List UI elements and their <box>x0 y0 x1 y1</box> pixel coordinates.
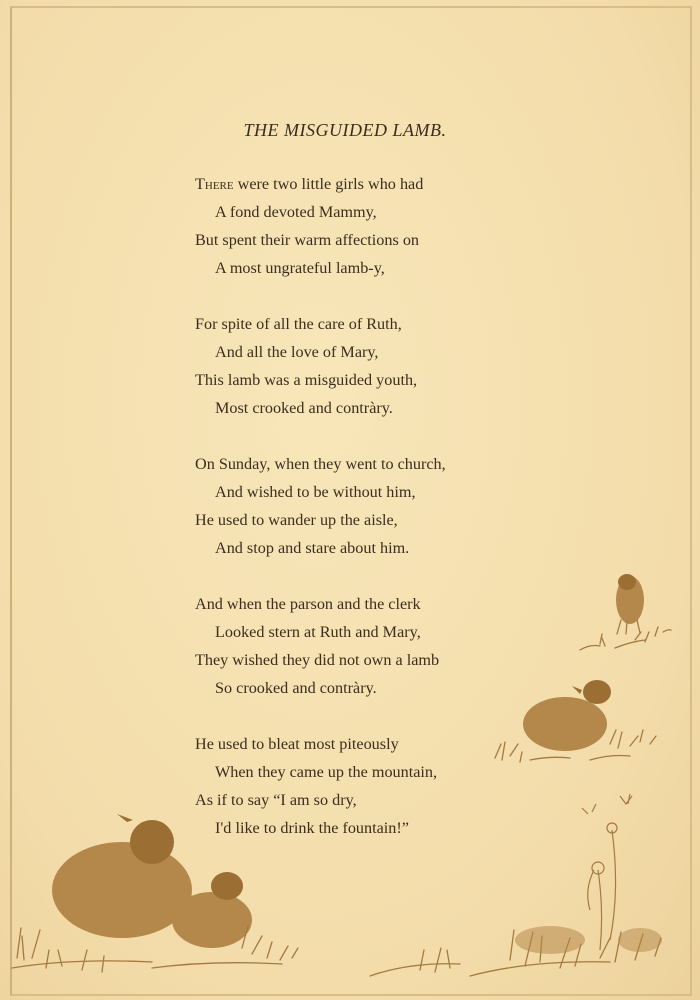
stanza-3 <box>195 450 525 562</box>
wildflowers-grass-illustration <box>360 790 670 980</box>
flower-bud <box>620 794 632 804</box>
poem-title: THE MISGUIDED LAMB. <box>243 120 447 140</box>
sheep-ear <box>117 814 133 822</box>
poem-line: He used to bleat most piteously <box>195 735 399 753</box>
sheep-head-small <box>211 872 243 900</box>
stanza-1 <box>195 170 525 282</box>
stanza-4 <box>195 590 525 702</box>
poem-line: They wished they did not own a lamb <box>195 651 440 669</box>
standing-lamb-illustration <box>575 562 675 657</box>
poem-line: On Sunday, when they went to church, <box>195 455 446 473</box>
poem-line: But spent their warm affections on <box>195 231 420 249</box>
sheep-body-large <box>52 842 192 938</box>
poem-line: For spite of all the care of Ruth, <box>195 315 402 333</box>
foliage-shading <box>515 926 585 954</box>
poem-line: So crooked and contràry. <box>215 679 377 697</box>
flower-stems <box>588 830 616 950</box>
poem-line: A fond devoted Mammy, <box>215 203 377 221</box>
lamb-ear <box>572 686 582 694</box>
poem-line: When they came up the mountain, <box>215 763 438 781</box>
poem-line: And wished to be without him, <box>215 483 416 501</box>
two-sheep-illustration <box>12 808 312 980</box>
grass-tufts <box>580 627 671 650</box>
poem-body <box>195 170 525 870</box>
lamb-head <box>583 680 611 704</box>
poem-line: This lamb was a misguided youth, <box>195 371 418 389</box>
poem-line: He used to wander up the aisle, <box>195 511 398 529</box>
sheep-body-small <box>172 892 252 948</box>
poem-line: And all the love of Mary, <box>215 343 379 361</box>
poem-line: And when the parson and the clerk <box>195 595 421 613</box>
poem-line: As if to say “I am so dry, <box>195 791 357 809</box>
poem-line: Looked stern at Ruth and Mary, <box>215 623 421 641</box>
grass-tufts <box>370 930 661 976</box>
poem-line: Most crooked and contràry. <box>215 399 393 417</box>
leaf-sprig <box>582 804 596 814</box>
lamb-head <box>618 574 636 590</box>
poem-line <box>195 170 525 198</box>
drop-word: There <box>195 175 234 193</box>
poem-line: And stop and stare about him. <box>215 539 410 557</box>
poem-line: A most ungrateful lamb-y, <box>215 259 385 277</box>
poem-line: I'd like to drink the fountain!” <box>215 819 409 837</box>
resting-lamb-illustration <box>490 668 665 776</box>
grass-tufts <box>12 926 298 972</box>
foliage-shading <box>618 928 662 952</box>
line-text: were two little girls who had <box>233 175 424 193</box>
stanza-2 <box>195 310 525 422</box>
sheep-head-large <box>130 820 174 864</box>
lamb-body <box>523 697 607 751</box>
